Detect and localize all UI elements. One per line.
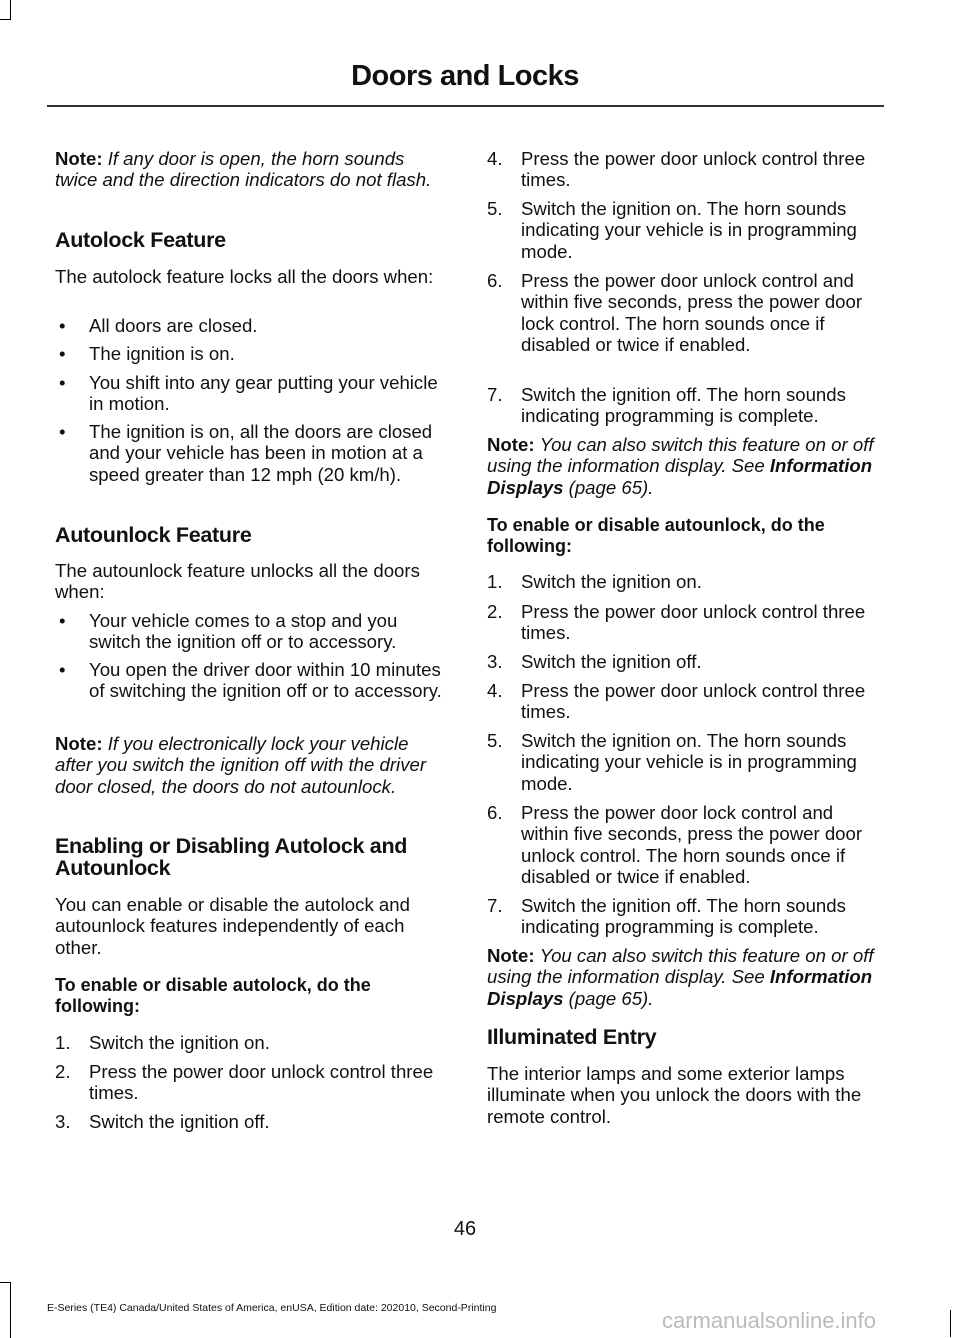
bullet-marker: • — [59, 372, 66, 393]
note-label: Note: — [55, 733, 103, 754]
step-number: 7. — [487, 384, 503, 405]
item-text: Press the power door unlock control three times. — [521, 148, 866, 191]
step-number: 7. — [487, 895, 503, 916]
paragraph: The autounlock feature unlocks all the doors when: — [55, 560, 420, 603]
numbered-step — [487, 198, 879, 262]
item-text: Switch the ignition off. — [89, 1111, 270, 1132]
step-number: 5. — [487, 730, 503, 751]
section-heading: Autounlock Feature — [55, 523, 252, 547]
cross-reference-link[interactable]: Information Displays — [487, 455, 873, 498]
subsection-heading: To enable or disable autolock, do the following: — [55, 975, 371, 1017]
note-label: Note: — [487, 434, 535, 455]
item-text: Your vehicle comes to a stop and you switch the ignition off or to accessory. — [89, 610, 398, 653]
numbered-step — [487, 571, 879, 592]
paragraph: The interior lamps and some exterior lamps illuminate when you unlock the doors with the remote control. — [487, 1063, 862, 1127]
step-number: 6. — [487, 270, 503, 291]
bullet-item — [55, 659, 447, 702]
page-title: Doors and Locks — [351, 60, 579, 92]
note-text: If any door is open, the horn sounds twice and the direction indicators do not flash. — [55, 148, 432, 191]
step-number: 3. — [55, 1111, 71, 1132]
bullet-marker: • — [59, 610, 66, 631]
item-text: The ignition is on, all the doors are closed and your vehicle has been in motion at a speed greater than 12 mph (20 km/h). — [89, 421, 433, 485]
item-text: Switch the ignition off. The horn sounds indicating programming is complete. — [521, 895, 846, 938]
item-text: Switch the ignition off. — [521, 651, 702, 672]
numbered-step — [487, 651, 879, 672]
paragraph: The autolock feature locks all the doors when: — [55, 266, 434, 287]
subsection-heading: To enable or disable autounlock, do the following: — [487, 515, 825, 557]
footer-edition-text: E-Series (TE4) Canada/United States of America, enUSA, Edition date: 202010, Second-Printing — [47, 1302, 497, 1314]
page-number: 46 — [453, 1218, 477, 1240]
crop-mark — [0, 0, 11, 20]
numbered-step — [55, 1111, 447, 1132]
item-text: Press the power door unlock control three times. — [89, 1061, 434, 1104]
watermark: carmanualsonline.info — [662, 1308, 877, 1333]
item-text: Switch the ignition on. The horn sounds indicating your vehicle is in programming mode. — [521, 198, 857, 262]
step-number: 4. — [487, 148, 503, 169]
numbered-step — [55, 1032, 447, 1053]
bullet-item — [55, 315, 447, 336]
section-heading: Illuminated Entry — [487, 1025, 657, 1049]
step-number: 2. — [487, 601, 503, 622]
paragraph: You can enable or disable the autolock and autounlock features independently of each other. — [55, 894, 410, 958]
item-text: Press the power door lock control and within five seconds, press the power door unlock control. The horn sounds once if disabled or twice if enabled. — [521, 802, 863, 887]
crop-mark — [950, 1310, 960, 1337]
note-text: You can also switch this feature on or off using the information display. See — [487, 945, 874, 988]
item-text: You open the driver door within 10 minutes of switching the ignition off or to accessory. — [89, 659, 442, 702]
item-text: Switch the ignition on. — [521, 571, 702, 592]
note — [487, 945, 879, 1009]
bullet-marker: • — [59, 421, 66, 442]
note — [55, 148, 447, 191]
note-text: If you electronically lock your vehicle after you switch the ignition off with the driver door closed, the doors do not autounlock. — [55, 733, 427, 797]
bullet-item — [55, 610, 447, 653]
numbered-step — [55, 1061, 447, 1104]
section-heading: Autolock Feature — [55, 228, 226, 252]
bullet-item — [55, 343, 447, 364]
step-number: 4. — [487, 680, 503, 701]
item-text: Switch the ignition on. — [89, 1032, 270, 1053]
bullet-item — [55, 372, 447, 415]
item-text: Press the power door unlock control three times. — [521, 601, 866, 644]
section-heading: Enabling or Disabling Autolock and Autounlock — [55, 834, 408, 880]
note-label: Note: — [55, 148, 103, 169]
step-number: 6. — [487, 802, 503, 823]
item-text: The ignition is on. — [89, 343, 235, 364]
numbered-step — [487, 680, 879, 723]
numbered-step — [487, 895, 879, 938]
numbered-step — [487, 148, 879, 191]
item-text: All doors are closed. — [89, 315, 258, 336]
step-number: 5. — [487, 198, 503, 219]
note-label: Note: — [487, 945, 535, 966]
step-number: 3. — [487, 651, 503, 672]
bullet-marker: • — [59, 343, 66, 364]
note — [55, 733, 447, 797]
page-reference: (page 65). — [563, 476, 654, 498]
numbered-step — [487, 384, 879, 427]
item-text: Switch the ignition on. The horn sounds indicating your vehicle is in programming mode. — [521, 730, 857, 794]
numbered-step — [487, 270, 879, 355]
item-text: Press the power door unlock control and within five seconds, press the power door lock control. The horn sounds once if disabled or twice if enabled. — [521, 270, 863, 355]
header-divider — [47, 105, 884, 107]
note-text: You can also switch this feature on or off using the information display. See — [487, 434, 874, 477]
numbered-step — [487, 802, 879, 887]
note — [487, 434, 879, 498]
item-text: Switch the ignition off. The horn sounds indicating programming is complete. — [521, 384, 846, 427]
item-text: You shift into any gear putting your vehicle in motion. — [89, 372, 438, 415]
bullet-item — [55, 421, 447, 485]
item-text: Press the power door unlock control three times. — [521, 680, 866, 723]
step-number: 1. — [487, 571, 503, 592]
page-reference: (page 65). — [563, 987, 654, 1009]
bullet-marker: • — [59, 315, 66, 336]
cross-reference-link[interactable]: Information Displays — [487, 966, 873, 1009]
numbered-step — [487, 601, 879, 644]
step-number: 1. — [55, 1032, 71, 1053]
step-number: 2. — [55, 1061, 71, 1082]
bullet-marker: • — [59, 659, 66, 680]
crop-mark — [0, 1282, 11, 1338]
numbered-step — [487, 730, 879, 794]
